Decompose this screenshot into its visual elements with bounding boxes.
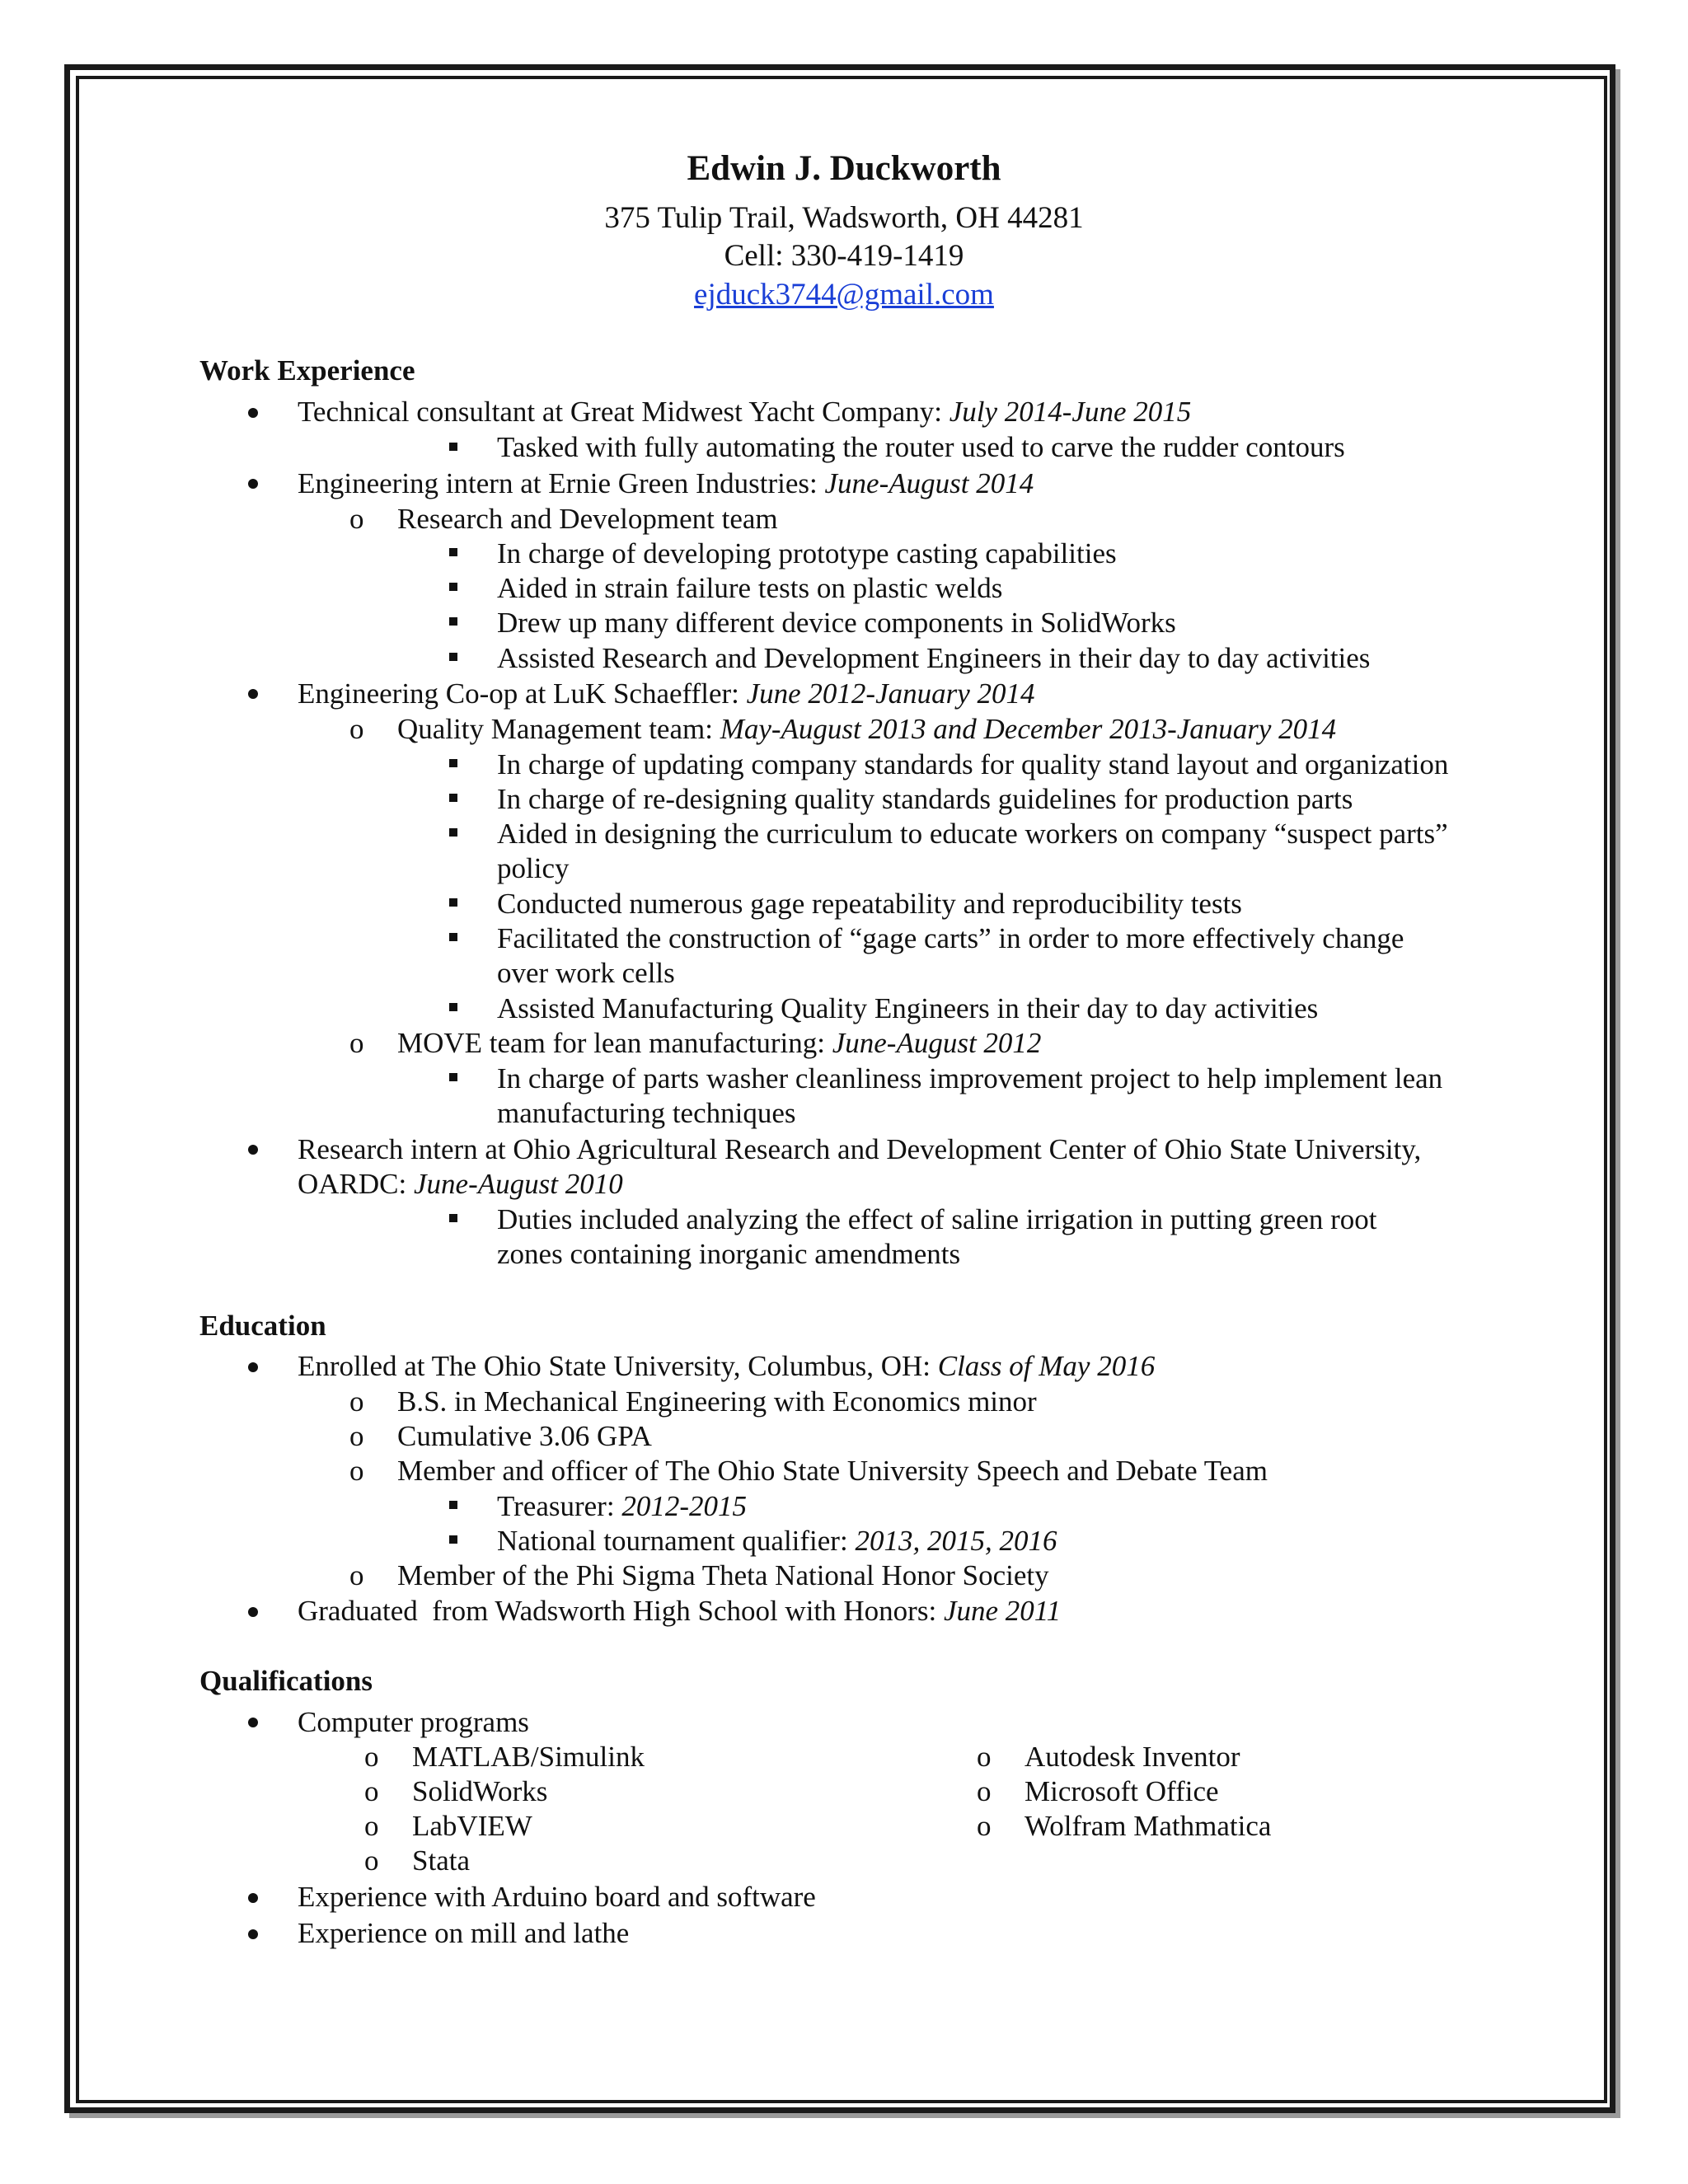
job-2-detail: Drew up many different device components in SolidWorks	[497, 607, 1176, 639]
square-bullet-icon	[449, 617, 457, 626]
education-1: Enrolled at The Ohio State University, Columbus, OH: Class of May 2016	[298, 1350, 1156, 1382]
job-3-detail-cont: manufacturing techniques	[497, 1097, 796, 1129]
circle-bullet-icon: o	[349, 1027, 364, 1059]
software-item: Stata	[412, 1844, 470, 1877]
education-detail: B.S. in Mechanical Engineering with Economics minor	[397, 1385, 1037, 1418]
education-detail: Cumulative 3.06 GPA	[397, 1420, 652, 1452]
square-bullet-icon	[449, 583, 457, 591]
job-2-detail: Assisted Research and Development Engineers in their day to day activities	[497, 642, 1371, 674]
circle-bullet-icon: o	[349, 1385, 364, 1418]
software-item: MATLAB/Simulink	[412, 1741, 645, 1773]
square-bullet-icon	[449, 1214, 457, 1222]
circle-bullet-icon: o	[364, 1741, 379, 1773]
section-heading-qualifications: Qualifications	[199, 1665, 373, 1697]
square-bullet-icon	[449, 794, 457, 802]
job-3-detail-cont: policy	[497, 852, 570, 884]
education-role: Treasurer: 2012-2015	[497, 1490, 747, 1522]
job-3-detail: Facilitated the construction of “gage carts” in order to more effectively change	[497, 922, 1404, 954]
bullet-icon	[248, 1362, 258, 1372]
circle-bullet-icon: o	[349, 503, 364, 535]
circle-bullet-icon: o	[977, 1775, 992, 1807]
education-2: Graduated from Wadsworth High School with Honors: June 2011	[298, 1595, 1062, 1627]
bullet-icon	[248, 1893, 258, 1903]
job-2-detail: Aided in strain failure tests on plastic welds	[497, 572, 1003, 604]
bullet-icon	[248, 408, 258, 418]
square-bullet-icon	[449, 653, 457, 661]
software-item: Wolfram Mathmatica	[1025, 1810, 1272, 1842]
circle-bullet-icon: o	[364, 1775, 379, 1807]
square-bullet-icon	[449, 1073, 457, 1081]
square-bullet-icon	[449, 759, 457, 767]
square-bullet-icon	[449, 828, 457, 837]
circle-bullet-icon: o	[977, 1810, 992, 1842]
job-3-detail-cont: over work cells	[497, 957, 675, 989]
job-3-detail: Conducted numerous gage repeatability and reproducibility tests	[497, 888, 1242, 920]
circle-bullet-icon: o	[977, 1741, 992, 1773]
job-3: Engineering Co-op at LuK Schaeffler: June 2012-January 2014	[298, 677, 1035, 710]
software-item: Autodesk Inventor	[1025, 1741, 1240, 1773]
job-3-detail: Assisted Manufacturing Quality Engineers in their day to day activities	[497, 992, 1319, 1024]
address: 375 Tulip Trail, Wadsworth, OH 44281	[604, 201, 1084, 235]
job-4: Research intern at Ohio Agricultural Research and Development Center of Ohio State University,	[298, 1133, 1422, 1165]
job-3-team-1: Quality Management team: May-August 2013 and December 2013-January 2014	[397, 713, 1337, 745]
job-2-team: Research and Development team	[397, 503, 778, 535]
circle-bullet-icon: o	[364, 1844, 379, 1877]
bullet-icon	[248, 479, 258, 489]
education-detail: Member and officer of The Ohio State University Speech and Debate Team	[397, 1455, 1268, 1487]
job-3-detail: In charge of re-designing quality standards guidelines for production parts	[497, 783, 1353, 815]
resume-name: Edwin J. Duckworth	[687, 149, 1001, 188]
job-1: Technical consultant at Great Midwest Yacht Company: July 2014-June 2015	[298, 396, 1192, 428]
job-4-detail: Duties included analyzing the effect of saline irrigation in putting green root	[497, 1203, 1377, 1235]
square-bullet-icon	[449, 898, 457, 907]
bullet-icon	[248, 1718, 258, 1727]
job-3-detail: In charge of updating company standards for quality stand layout and organization	[497, 748, 1449, 780]
job-4-cont: OARDC: June-August 2010	[298, 1168, 623, 1200]
bullet-icon	[248, 689, 258, 699]
job-2: Engineering intern at Ernie Green Industries: June-August 2014	[298, 467, 1034, 499]
job-3-team-2: MOVE team for lean manufacturing: June-August 2012	[397, 1027, 1042, 1059]
bullet-icon	[248, 1607, 258, 1617]
bullet-icon	[248, 1929, 258, 1939]
circle-bullet-icon: o	[349, 713, 364, 745]
square-bullet-icon	[449, 1003, 457, 1011]
phone: Cell: 330-419-1419	[724, 239, 964, 273]
section-heading-work: Work Experience	[199, 354, 415, 387]
job-3-detail: In charge of parts washer cleanliness improvement project to help implement lean	[497, 1062, 1443, 1094]
software-item: Microsoft Office	[1025, 1775, 1219, 1807]
section-heading-education: Education	[199, 1310, 326, 1342]
job-3-detail: Aided in designing the curriculum to educate workers on company “suspect parts”	[497, 818, 1448, 850]
software-item: LabVIEW	[412, 1810, 532, 1842]
job-4-detail-cont: zones containing inorganic amendments	[497, 1238, 961, 1270]
email-link[interactable]: ejduck3744@gmail.com	[694, 278, 994, 312]
square-bullet-icon	[449, 933, 457, 941]
education-role: National tournament qualifier: 2013, 2015, 2016	[497, 1525, 1057, 1557]
education-detail: Member of the Phi Sigma Theta National Honor Society	[397, 1559, 1049, 1591]
square-bullet-icon	[449, 1501, 457, 1509]
qualification: Experience with Arduino board and software	[298, 1881, 816, 1913]
job-2-detail: In charge of developing prototype casting capabilities	[497, 537, 1117, 569]
software-item: SolidWorks	[412, 1775, 548, 1807]
square-bullet-icon	[449, 548, 457, 556]
circle-bullet-icon: o	[349, 1420, 364, 1452]
circle-bullet-icon: o	[349, 1559, 364, 1591]
qualification: Computer programs	[298, 1706, 529, 1738]
circle-bullet-icon: o	[349, 1455, 364, 1487]
square-bullet-icon	[449, 1535, 457, 1544]
circle-bullet-icon: o	[364, 1810, 379, 1842]
qualification: Experience on mill and lathe	[298, 1917, 630, 1949]
bullet-icon	[248, 1145, 258, 1155]
job-1-detail: Tasked with fully automating the router used to carve the rudder contours	[497, 431, 1345, 463]
square-bullet-icon	[449, 443, 457, 451]
